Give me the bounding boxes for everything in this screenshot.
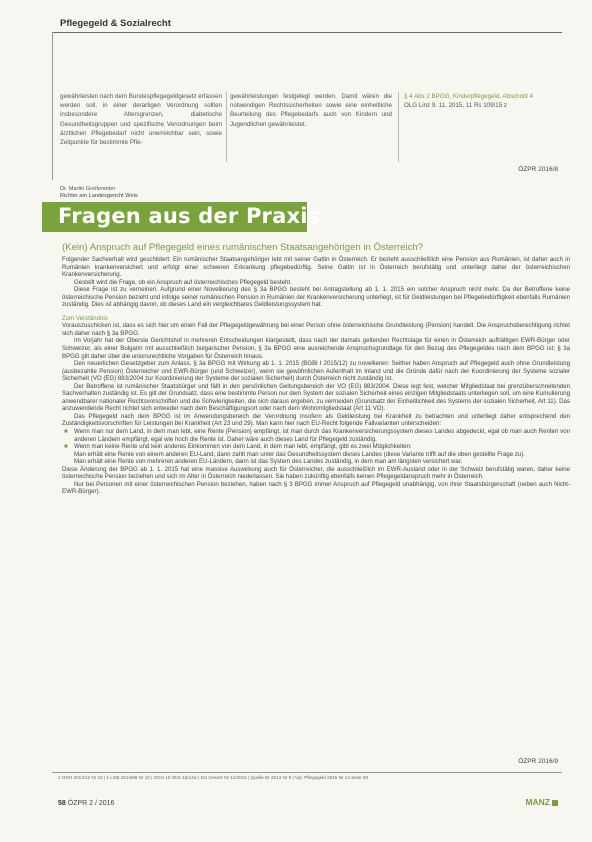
page-footer	[58, 800, 114, 807]
banner-title: Fragen aus der Praxis	[58, 204, 321, 228]
paragraph: Nur bei Personen mit einer österreichischen Pension beziehen, haben nach § 3 BPGG immer Anspruch auf Pflegegeld unabhängig, von ihrer Staatsbürgerschaft (neben auch Nicht-EWR-Bürger).	[62, 480, 570, 496]
author-name: Dr. Martin Greifeneder	[60, 186, 116, 192]
top-column-2	[230, 92, 392, 129]
paragraph: Der Betroffene ist rumänischer Staatsbürger und fällt in den persönlichen Geltungsbereich der VO (EG) 883/2004. Diese legt fest, welcher Mitgliedstaat bei grenzüberschreitenden Sachverhalten zuständig ist. Es gilt der Grundsatz, dass eine bestimmte Person nur dem System der sozialen Sicherheit eines einzigen Mitgliedstaats unterliegen soll, um eine Kumulierung anwendbarer nationaler Rechtsvorschriften und die Schwierigkeiten, die sich daraus ergeben, zu vermeiden (Grundsatz der Einheitlichkeit des Systems der sozialen Sicherheit, Art 11). Das anzuwendende Recht richtet sich entweder nach dem Beschäftigungsort oder nach dem Wohnmitgliedstaat (Art 11 VO).	[62, 382, 570, 413]
column-divider	[398, 92, 399, 162]
bullet-icon: ■	[64, 428, 68, 436]
author-role: Richter am Landesgericht Wels	[60, 193, 138, 199]
paragraph: Vorauszuschicken ist, dass es sich hier um einen Fall der Pflegegeldgewährung bei einer Person ohne österreichische Grundleistung (Pension) handelt. Die Anspruchsberechtigung richtet sich daher nach § 3a BPGG.	[62, 322, 570, 337]
top-column-2-text: gewährleistungen festgelegt werden. Damit wären die notwendigen Rechtssicherheiten sowie eine einheitliche Beurteilung des Pflegebedarfs auch von Kindern und Jugendlichen gewährleistet.	[230, 93, 392, 128]
publisher-logo	[525, 797, 558, 807]
list-item	[62, 428, 570, 443]
article-body	[62, 256, 570, 496]
top-column-1	[60, 92, 222, 147]
logo-square-icon	[552, 800, 558, 806]
bullet-icon: ■	[64, 443, 68, 451]
top-column-1-text: gewährleisten nach dem Bundespflegegeldgesetz erfassen werden soll, in einer derartigen Verordnung sollten insbesondere Altersgrenzen, diabetische Gesundheitsgruppen und spezifische Verordnungen beim ärztlichen Pflegebedarf nicht unerreichbar sein, sowie Zeitpunkte für bestimmte Pfle-	[60, 93, 223, 147]
list-item-text: Wenn man keine Rente und kein anderes Einkommen von dem Land, in dem man lebt, empfängt, gibt es zwei Möglichkeiten:	[74, 443, 412, 451]
margin-rule	[52, 32, 53, 180]
subheading: Zum Verständnis	[62, 314, 108, 322]
header-rule	[52, 32, 562, 33]
ozpr-number-top: ÖZPR 2016/8	[518, 166, 558, 173]
paragraph: Diese Änderung der BPGG ab 1. 1. 2015 hat eine massive Auswirkung auch für Österreicher, die ausschließlich im EWR-Ausland oder in der Schweiz berufstätig waren, daher keine österreichische Pension beziehen und sich im Alter in Österreich niederlassen. Sie haben zukünftig ebenfalls keinen Pflegegeldanspruch mehr in Österreich.	[62, 465, 570, 481]
sub-list-item-text: Man erhält eine Rente von mehreren anderen EU-Ländern, dann ist das System des Landes zuständig, in dem man am längsten versichert war.	[74, 458, 463, 466]
sub-list-item	[62, 458, 570, 466]
paragraph: Folgender Sachverhalt wird geschildert: Ein rumänischer Staatsangehöriger lebt mit seiner Gattin in Österreich. Er bezieht ausschließlich eine Pension aus Rumänien, ist daher auch in Rumänien krankenversichert und erfolgt einer schweren Erkrankung pflegebedürftig. Seine Gattin ist in Österreich berufstätig und unterliegt daher der österreichischen Krankenversicherung.	[62, 256, 570, 279]
law-reference: § 4 Abs 2 BPGG, Kinderpflegegeld, Abschnitt 4	[404, 93, 533, 100]
top-column-3	[404, 92, 574, 110]
page-number: 58	[58, 800, 66, 807]
sub-list-item-text: Man erhält eine Rente von einem anderen EU-Land, dann zahlt man unter das Gesundheitssystem dieses Landes (diese Variante trifft auf die oben gestellte Frage zu).	[74, 450, 525, 458]
column-divider	[226, 92, 227, 162]
footnote: 1 OGH 2013/12 Nr 10 | 1 LGB 2014/86 Nr 10 | OGH 10 ObS 15/14w | EU Gesetz Nr 11/2015 | Quelle Nr 2013 Nr 9 | Vgl. Pflegegeld 2015 Nr 14 Seite 30	[58, 775, 369, 780]
paragraph: Gestellt wird die Frage, ob ein Anspruch auf österreichisches Pflegegeld besteht.	[74, 278, 292, 286]
ozpr-number-bottom: ÖZPR 2016/9	[518, 758, 558, 765]
section-header: Pflegegeld & Sozialrecht	[60, 18, 171, 29]
paragraph: Diese Frage ist zu verneinen. Aufgrund einer Novellierung des § 3a BPGG besteht bei Antragstellung ab 1. 1. 2015 ein solcher Anspruch nicht mehr. Da der Betroffene keine österreichische Pension bezieht und infolge seiner rumänischen Pension in Rumänien der Krankenversicherung unterliegt, ist für Geldleistungen bei Pflegebedürftigkeit ebenfalls Rumänien zuständig. Dies ist abhängig davon, ob dieses Land ein vergleichbares Geldleistungssystem hat.	[62, 286, 570, 309]
journal-issue: ÖZPR 2 / 2016	[67, 800, 115, 807]
footnote-rule	[52, 772, 562, 773]
paragraph: Das Pflegegeld nach dem BPGG ist im Anwendungsbereich der Verordnung insofern als Geldleistung bei Krankheit zu betrachten und unterliegt daher entsprechend den Zuständigkeitsvorschriften für Leistungen bei Krankheit (Art 23 und 29). Man kann hier nach EU-Recht folgende Fallvarianten unterscheiden:	[62, 412, 570, 428]
paragraph: Den neuerlichen Gesetzgeber zum Anlass, § 3a BPGG mit Wirkung ab 1. 1. 2015 (BGBl I 2015/12) zu novellieren: Seither haben Anspruch auf Pflegegeld auch ohne Grundleistung (ausbezahlte Pension) Österreicher und EWR-Bürger (und Schweizer), wenn sie gewöhnlichen Aufenthalt im Inland und die Gründe dafür nach der Koordinierung der Systeme sozialer Sicherheit (VO (EG) 883/2004 zur Koordinierung der Systeme der sozialen Sicherheit) durch Österreich nicht zuständig ist.	[62, 360, 570, 383]
list-item-text: Wenn man nur dem Land, in dem man lebt, eine Rente (Pension) empfängt, ist man durch das Krankenversicherungssystem dieses Landes abgedeckt, egal ob man auch Renten von anderen Ländern empfängt, egal wie hoch die Rente ist. Daher wäre auch dieses Land für Pflegegeld zuständig.	[74, 428, 570, 443]
court-reference: OLG Linz 9. 11. 2015, 11 Rs 109/15 z	[404, 102, 507, 110]
author-block	[60, 186, 138, 200]
list-item	[62, 443, 570, 451]
publisher-logo-text: MANZ	[525, 797, 550, 807]
sub-list-item	[62, 451, 570, 459]
article-title: (Kein) Anspruch auf Pflegegeld eines rumänischen Staatsangehörigen in Österreich?	[62, 242, 424, 253]
paragraph: Im Vorjahr hat der Oberste Gerichtshof in mehreren Entscheidungen klargestellt, dass nach der damals geltenden Rechtslage für einen in Österreich aufhältigen EWR-Bürger oder Schweizer, als einer Bulgarin mit ausschließlich bulgarischer Pension, § 3a BPGG eine ausreichende Anspruchsgrundlage für den Bezug des Pflegegeldes nach dem BPGG ist; § 3a BPGG gilt daher über die unionsrechtliche Vorgaben für Österreich hinaus.	[62, 337, 570, 360]
